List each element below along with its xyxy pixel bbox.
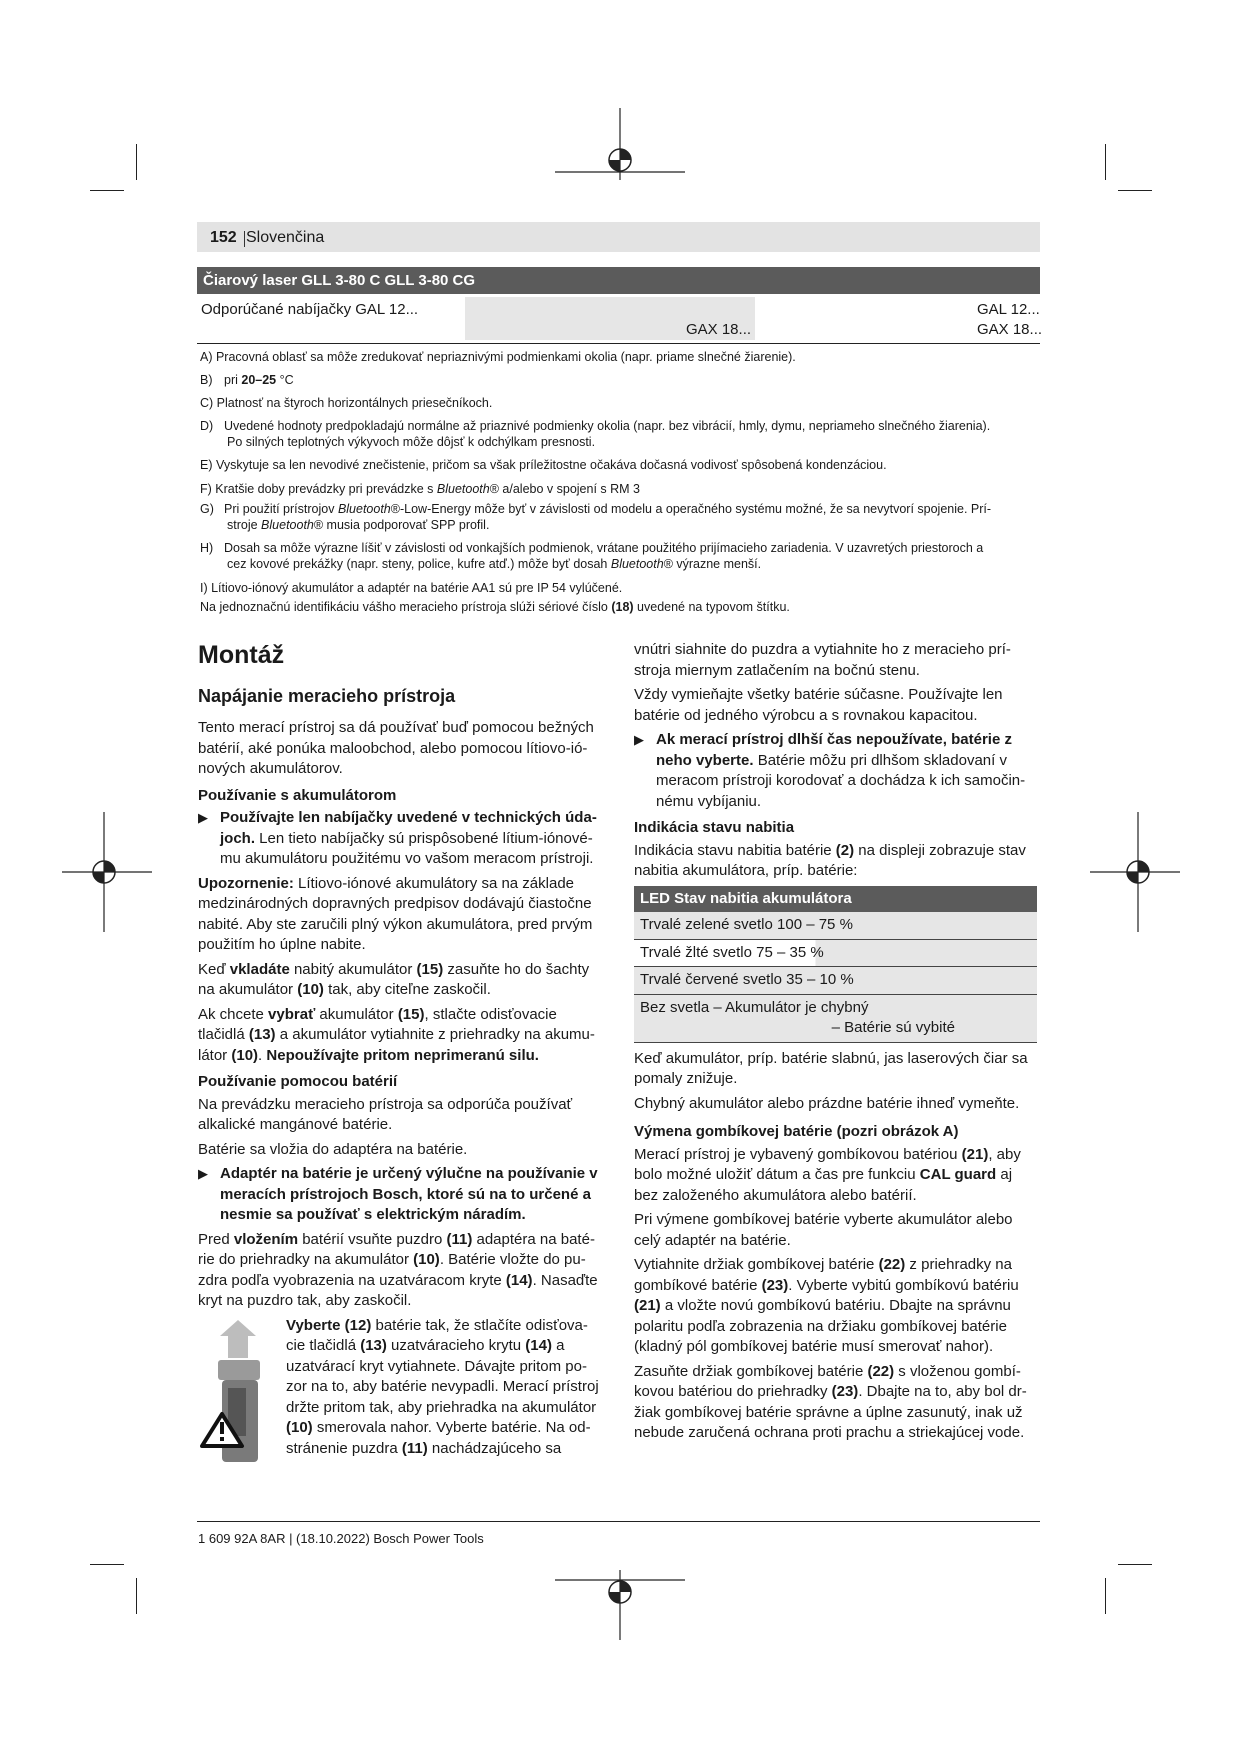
footer-rule [197, 1521, 1040, 1522]
led-row: Bez svetla – Akumulátor je chybný – Batérie sú vybité [634, 994, 1037, 1042]
registration-mark-left [62, 812, 152, 932]
registration-mark-right [1090, 812, 1180, 932]
subheading-napajanie: Napájanie meracieho prístroja [198, 686, 456, 706]
spec-col2-value: GAX 18... [686, 321, 752, 338]
serial-number-note: Na jednoznačnú identifikáciu vášho meracieho prístroja slúži sériové číslo (18) uvedené na typovom štítku. [200, 600, 790, 614]
battery-removal-illustration [198, 1318, 284, 1468]
paragraph-coin-replace: Pri výmene gombíkovej batérie vyberte akumulátor alebo celý adaptér na batérie. [634, 1211, 1013, 1249]
footnote-i: I) Lítiovo-iónový akumulátor a adaptér na batérie AA1 sú pre IP 54 vylúčené. [200, 581, 623, 595]
paragraph-remove-battery: Ak chcete vybrať akumulátor (15), stlačte odisťovacie tlačidlá (13) a akumulátor vytiahnite z priehradky na akumulátor (10). Nepoužívajte pritom neprimeranú silu. [198, 1005, 595, 1064]
crop-mark [1105, 1578, 1106, 1614]
crop-mark [136, 144, 137, 180]
bullet-chargers: ▶ Používajte len nabíjačky uvedené v technických údajoch. Len tieto nabíjačky sú prispôsobené lítium-iónovému akumulátoru použitému vo vašom meracom prístroji. [198, 809, 597, 867]
paragraph-charge-indicator: Indikácia stavu nabitia batérie (2) na displeji zobrazuje stav nabitia akumulátora, príp. batérie: [634, 841, 1026, 879]
paragraph-intro: Tento merací prístroj sa dá používať buď pomocou bežných batérií, aké ponúka maloobchod, alebo pomocou lítiovo-iónových akumulátorov. [198, 719, 594, 777]
spec-col3-value: GAX 18... [977, 321, 1043, 338]
heading-coin-battery: Výmena gombíkovej batérie (pozri obrázok A) [634, 1123, 959, 1140]
paragraph-remove-batteries: Vyberte (12) batérie tak, že stlačíte odisťovacie tlačidlá (13) uzatváracieho krytu (14) a uzatvárací kryt vytiahnete. Dávajte pritom pozor na to, aby batérie nevypadli. Merací prístroj držte pritom tak, aby priehradka na akumulátor (10) smerovala nahor. Vyberte batérie. Na odstránenie puzdra (11) nachádzajúceho sa [286, 1316, 599, 1457]
crop-mark [136, 1578, 137, 1614]
page-number: 152 [210, 229, 237, 246]
footnote-c: C) Platnosť na štyroch horizontálnych priesečníkoch. [200, 396, 493, 410]
crop-mark [1118, 190, 1152, 191]
footnote-e: E) Vyskytuje sa len nevodivé znečistenie, pričom sa však príležitostne očakáva dočasná vodivosť spôsobená kondenzáciou. [200, 458, 887, 472]
crop-mark [1118, 1564, 1152, 1565]
bullet-arrow-icon: ▶ [198, 810, 208, 825]
heading-charge-indicator: Indikácia stavu nabitia [634, 819, 795, 836]
bullet-arrow-icon: ▶ [198, 1166, 208, 1181]
registration-mark-top [555, 108, 685, 188]
footnote-d: D) Uvedené hodnoty predpokladajú normálne až priaznivé podmienky okolia (napr. bez vibrácií, hmly, dymu, nepriameho slnečného žiarenia). Po silných teplotných výkyvoch môže dôjsť k odchýlkam presnosti. [200, 419, 991, 449]
paragraph-batteries-1: Na prevádzku meracieho prístroja sa odporúča používať alkalické mangánové batérie. [198, 1095, 573, 1133]
paragraph-insert-case: Pred vložením batérií vsuňte puzdro (11) adaptéra na batérie do priehradky na akumulátor (10). Batérie vložte do puzdra podľa vyobrazenia na uzatváracom kryte (14). Nasaďte kryt na puzdro tak, aby zaskočil. [198, 1230, 598, 1309]
page-language: Slovenčina [246, 229, 325, 246]
footnote-h: H) Dosah sa môže výrazne líšiť v závislosti od vonkajších podmienok, vrátane použitého prijímacieho zariadenia. V uzavretých priestoroch a cez kovové prekážky (napr. steny, police, kufre atď.) môže byť dosah Bluetooth® výrazne menší. [200, 541, 984, 571]
paragraph-note: Upozornenie: Lítiovo-iónové akumulátory sa na základe medzinárodných dopravných predpisov dodávajú čiastočne nabité. Aby ste zaručili plný výkon akumulátora, pred prvým použitím ho úplne nabite. [198, 874, 593, 953]
led-row: Trvalé červené svetlo 35 – 10 % [634, 967, 1037, 995]
footnote-g: G) Pri použití prístrojov Bluetooth®-Low-Energy môže byť v závislosti od modelu a operačného systému možné, že sa nevytvorí spojenie. Prí- stroje Bluetooth® musia podporovať SPP profil. [200, 502, 992, 532]
crop-mark [90, 1564, 124, 1565]
heading-batteries: Používanie pomocou batérií [198, 1073, 398, 1090]
led-row: Trvalé zelené svetlo 100 – 75 % [634, 912, 1037, 939]
header-separator [244, 231, 245, 247]
paragraph-coin-insert: Zasuňte držiak gombíkovej batérie (22) s vloženou gombíkovou batériou do priehradky (23). Dbajte na to, aby bol držiak gombíkovej batérie správne a úplne zasunutý, inak už nebude zaručená ochrana proti prachu a striekajúcej vode. [634, 1362, 1027, 1441]
paragraph-coin-holder: Vytiahnite držiak gombíkovej batérie (22) z priehradky na gombíkové batérie (23). Vyberte vybitú gombíkovú batériu (21) a vložte novú gombíkovú batériu. Dbajte na správnu polaritu podľa zobrazenia na držiaku gombíkovej batérie (kladný pól gombíkovej batérie musí smerovať nahor). [634, 1256, 1019, 1355]
left-column [198, 640, 601, 1463]
paragraph-weakening: Keď akumulátor, príp. batérie slabnú, jas laserových čiar sa pomaly znižuje. [634, 1049, 1028, 1087]
paragraph-defective: Chybný akumulátor alebo prázdne batérie ihneď vymeňte. [634, 1094, 1020, 1112]
spec-col3-value: GAL 12... [977, 301, 1040, 318]
spec-row-label: Odporúčané nabíjačky GAL 12... [201, 301, 419, 318]
led-status-table [634, 886, 1037, 1043]
paragraph-coin-battery: Merací prístroj je vybavený gombíkovou batériou (21), aby bolo možné uložiť dátum a čas pre funkciu CAL guard aj bez založeného akumulátora alebo batérií. [634, 1145, 1021, 1204]
led-row: Trvalé žlté svetlo 75 – 35 % [634, 939, 1037, 967]
heading-akumulator: Používanie s akumulátorom [198, 786, 397, 804]
led-table-header: LED Stav nabitia akumulátora [634, 886, 1037, 913]
paragraph-insert-battery: Keď vkladáte nabitý akumulátor (15) zasuňte ho do šachty na akumulátor (10) tak, aby citeľne zaskočil. [198, 960, 590, 998]
bullet-adapter: ▶ Adaptér na batérie je určený výlučne na používanie v meracích prístrojoch Bosch, ktoré sú na to určené a nesmie sa používať s elektrickým náradím. [198, 1165, 598, 1223]
right-column [634, 640, 1040, 1448]
registration-mark-bottom [555, 1570, 685, 1640]
bullet-arrow-icon: ▶ [634, 732, 644, 747]
paragraph-batteries-2: Batérie sa vložia do adaptéra na batérie. [198, 1140, 468, 1158]
page-footer: 1 609 92A 8AR | (18.10.2022) Bosch Power Tools [198, 1531, 484, 1546]
bullet-long-storage: ▶ Ak merací prístroj dlhší čas nepoužívate, batérie z neho vyberte. Batérie môžu pri dlhšom skladovaní v meracom prístroji korodovať a dochádza k ich samočinnému vybíjaniu. [634, 731, 1026, 810]
footnote-b: B) pri 20–25 °C [200, 373, 294, 387]
footnote-f: F) Kratšie doby prevádzky pri prevádzke s Bluetooth® a/alebo v spojení s RM 3 [200, 482, 640, 496]
footnote-a: A) Pracovná oblasť sa môže zredukovať nepriaznivými podmienkami okolia (napr. priame slnečné žiarenie). [200, 350, 796, 364]
section-heading-montaz: Montáž [198, 641, 285, 669]
crop-mark [1105, 144, 1106, 180]
spec-table-title: Čiarový laser GLL 3-80 C GLL 3-80 CG [197, 267, 1040, 294]
paragraph-replace-all: Vždy vymieňajte všetky batérie súčasne. Používajte len batérie od jedného výrobcu a s rovnakou kapacitou. [634, 686, 1003, 724]
spec-table-rule [197, 343, 1040, 344]
crop-mark [90, 190, 124, 191]
paragraph-continued: vnútri siahnite do puzdra a vytiahnite ho z meracieho prístroja miernym zatlačením na bočnú stenu. [634, 641, 1011, 679]
